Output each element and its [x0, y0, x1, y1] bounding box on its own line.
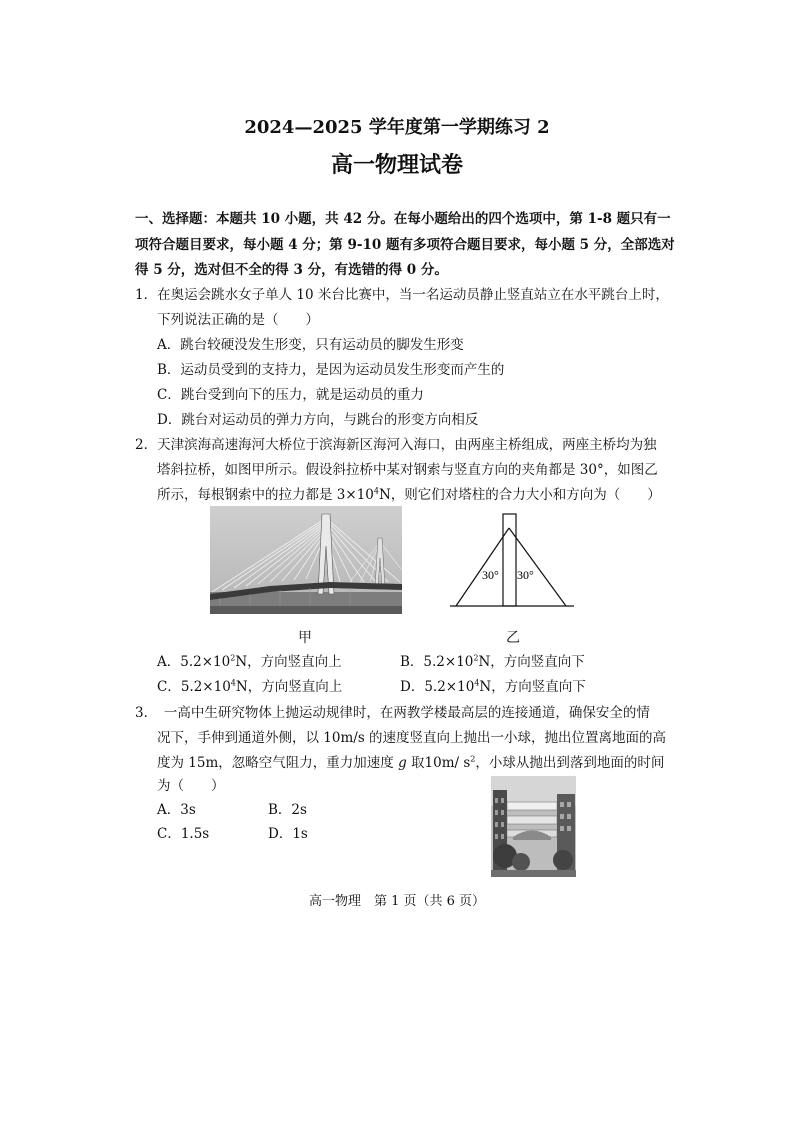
angle-label-left: 30°: [482, 568, 499, 582]
q2-stem-line-1: 2．天津滨海高速海河大桥位于滨海新区海河入海口，由两座主桥组成，两座主桥均为独: [135, 437, 657, 453]
q2-stem-line-3: 所示，每根钢索中的拉力都是 $3\times 10^4N$，则它们对塔柱的合力大小和方向为（ ）: [157, 486, 661, 503]
q2-stem-line-2: 塔斜拉桥，如图甲所示。假设斜拉桥中某对钢索与竖直方向的夹角都是 30°，如图乙: [157, 462, 658, 478]
q2-option-c: C．$5.2\times 10^4N$，方向竖直向上: [157, 678, 343, 695]
figure-label-right: 乙: [506, 630, 520, 646]
q3-option-d: D．1s: [268, 826, 308, 842]
bridge-photo: [210, 506, 402, 614]
page-footer: 高一物理 第 1 页（共 6 页）: [308, 894, 486, 909]
q3-option-c: C．1.5s: [157, 826, 210, 842]
figure-label-left: 甲: [298, 630, 312, 646]
section-instruction-line-1: 一、选择题：本题共 10 小题，共 42 分。在每小题给出的四个选项中，第 1-8 题只有一: [135, 211, 671, 227]
q3-stem-line-3: 度为 15m，忽略空气阻力，重力加速度 g 取10m/ $s^2$，小球从抛出到落到地面的时间: [157, 754, 665, 771]
q3-stem-line-2: 况下，手伸到通道外侧，以 10m/s 的速度竖直向上抛出一小球，抛出位置离地面的高: [157, 730, 667, 746]
q2-option-b: B．$5.2\times 10^2N$，方向竖直向下: [400, 653, 585, 670]
q1-option-d: D．跳台对运动员的弹力方向，与跳台的形变方向相反: [157, 412, 479, 428]
q3-stem-line-1: 3． 一高中生研究物体上抛运动规律时，在两教学楼最高层的连接通道，确保安全的情: [135, 705, 650, 721]
q2-option-a: A．$5.2\times 10^2N$，方向竖直向上: [157, 653, 342, 670]
q2-option-d: D．$5.2\times 10^4N$，方向竖直向下: [400, 678, 586, 695]
q1-option-b: B．运动员受到的支持力，是因为运动员发生形变而产生的: [157, 362, 505, 378]
school-building-photo: [491, 776, 576, 877]
q3-stem-line-4: 为（ ）: [157, 778, 225, 794]
angle-label-right: 30°: [517, 568, 534, 582]
q1-stem-line-2: 下列说法正确的是（ ）: [157, 312, 319, 328]
exam-subtitle: 高一物理试卷: [330, 152, 463, 178]
q1-option-a: A．跳台较硬没发生形变，只有运动员的脚发生形变: [157, 337, 464, 353]
section-instruction-line-2: 项符合题目要求，每小题 4 分；第 9-10 题有多项符合题目要求，每小题 5 分，全部选对: [135, 237, 675, 253]
q1-stem-line-1: 1．在奥运会跳水女子单人 10 米台比赛中，当一名运动员静止竖直站立在水平跳台上时，: [135, 287, 669, 303]
q3-option-a: A．3s: [157, 802, 196, 818]
q3-option-b: B．2s: [268, 802, 307, 818]
section-instruction-line-3: 得 5 分，选对但不全的得 3 分，有选错的得 0 分。: [135, 262, 448, 278]
q1-option-c: C．跳台受到向下的压力，就是运动员的重力: [157, 387, 424, 403]
pylon-force-diagram: [450, 510, 575, 610]
exam-title: 2024—2025 学年度第一学期练习 2: [244, 117, 550, 138]
